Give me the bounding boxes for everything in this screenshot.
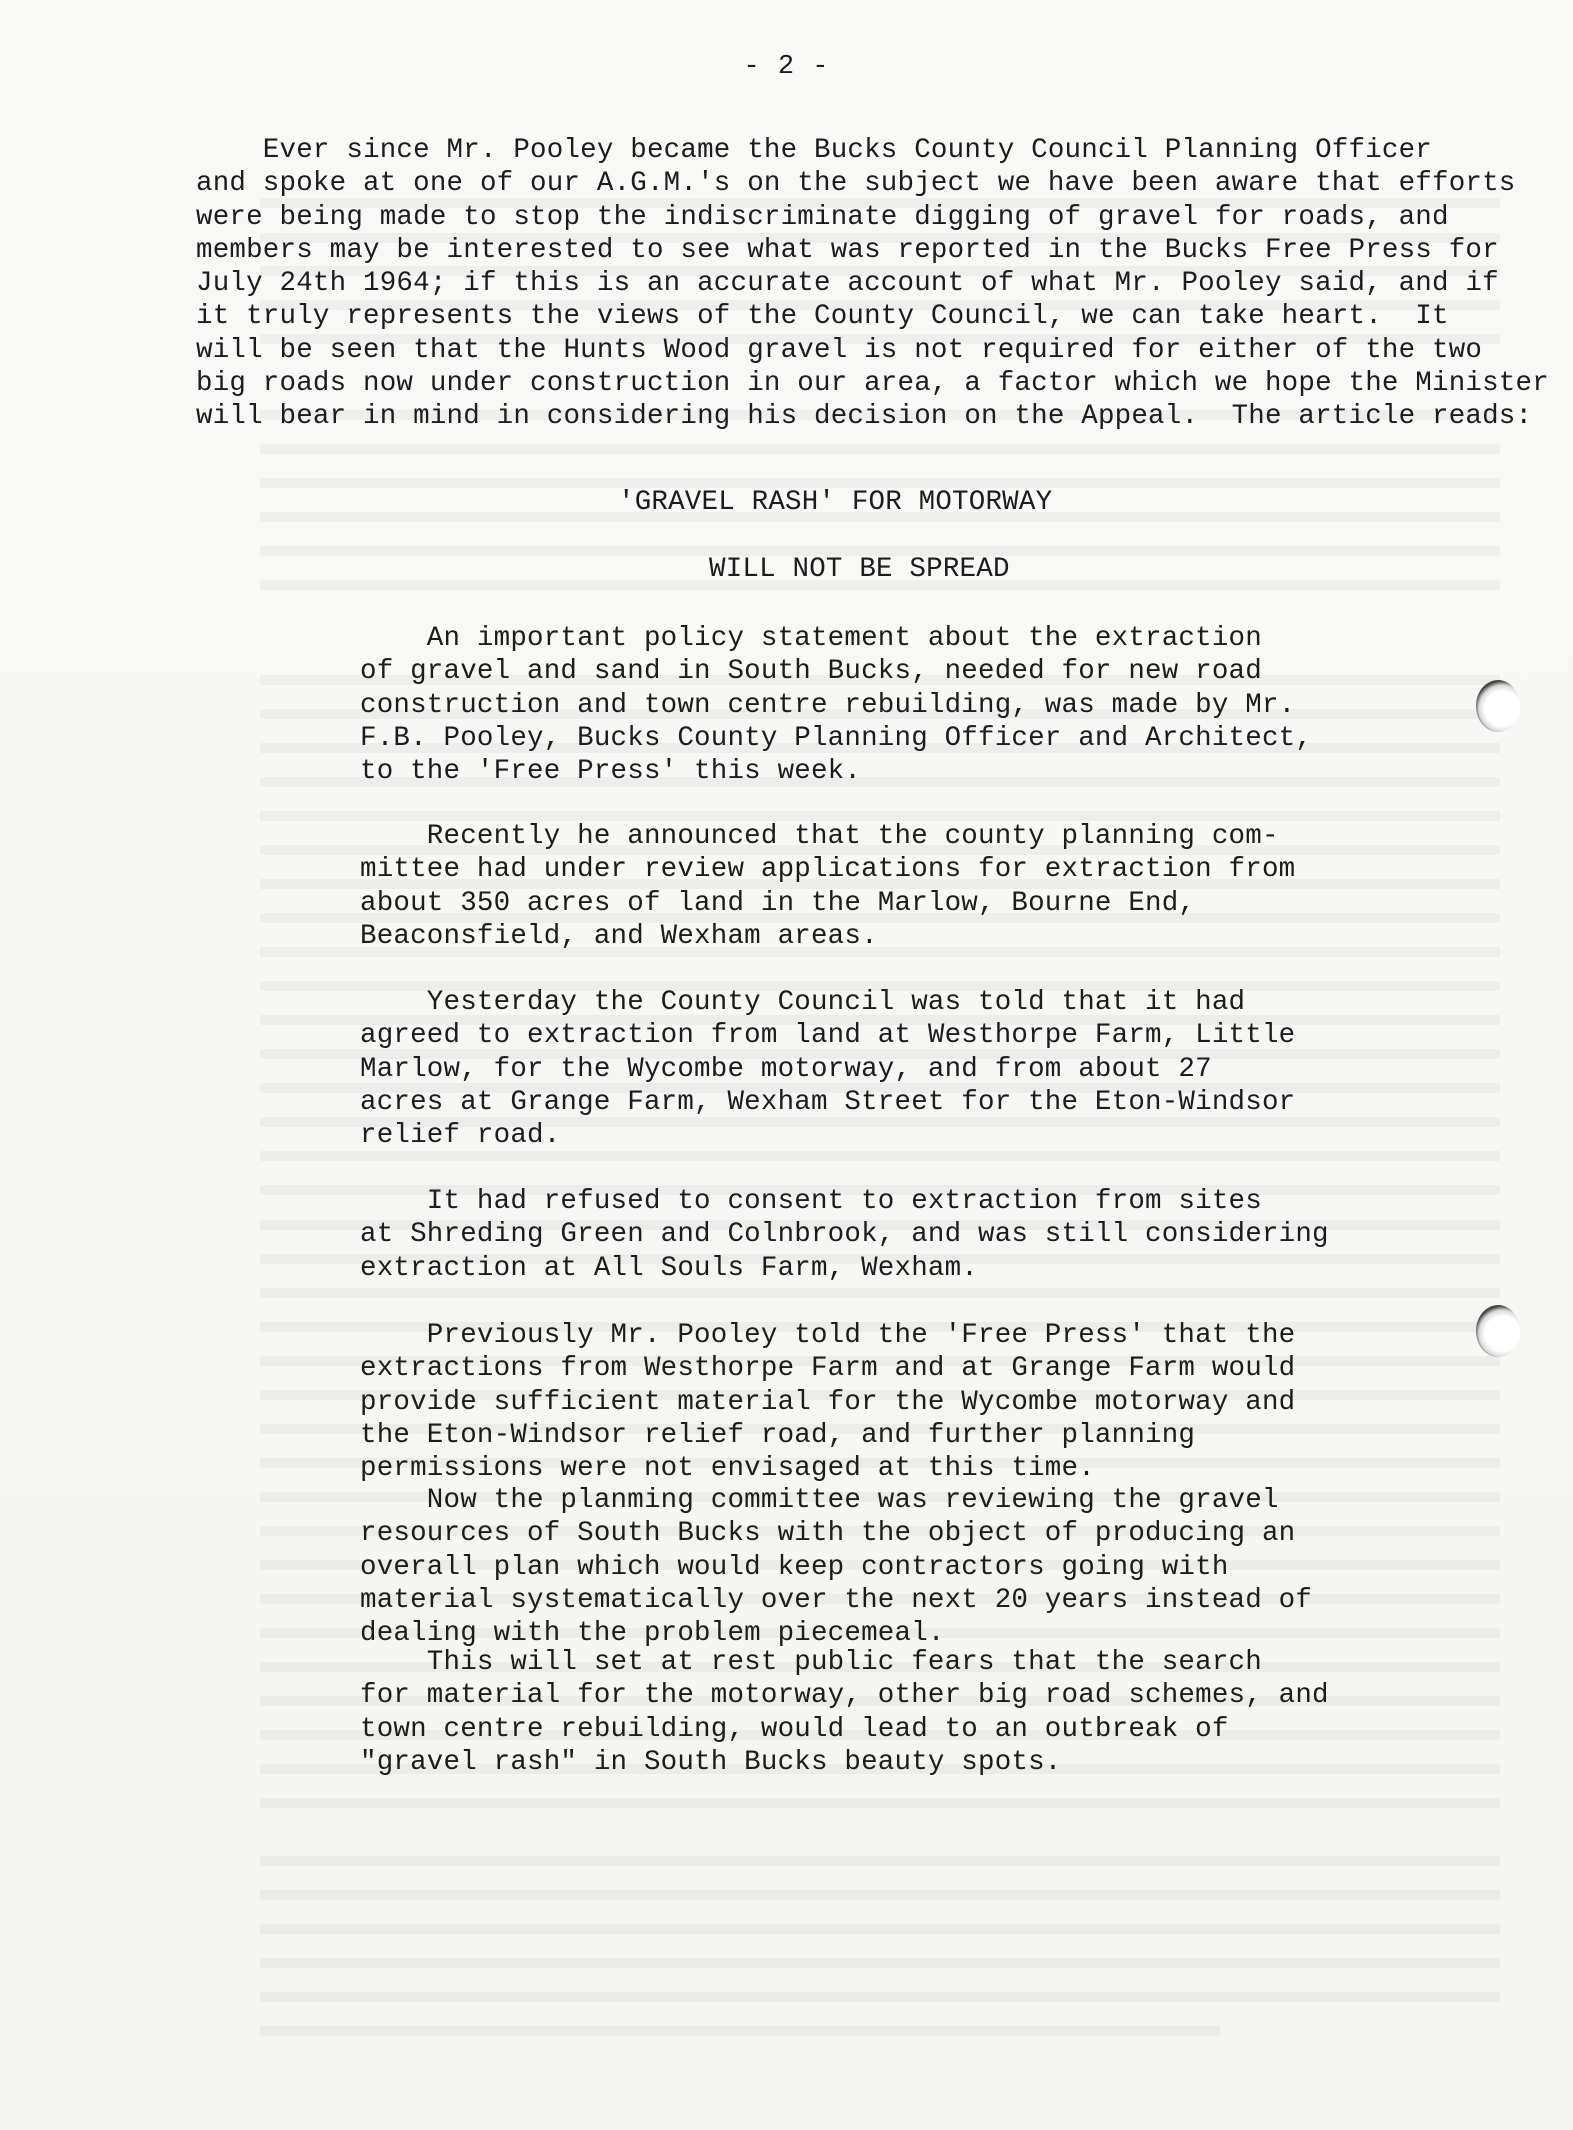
article-line: Now the planming committee was reviewing the gravel bbox=[360, 1485, 1279, 1516]
article-line: Recently he announced that the county planning com- bbox=[360, 821, 1279, 852]
intro-line: members may be interested to see what was reported in the Bucks Free Press for bbox=[196, 234, 1499, 266]
article-paragraph bbox=[360, 1319, 1295, 1485]
article-line: at Shreding Green and Colnbrook, and was still considering bbox=[360, 1219, 1329, 1251]
article-line: about 350 acres of land in the Marlow, Bourne End, bbox=[360, 887, 1196, 919]
article-line: An important policy statement about the extraction bbox=[360, 623, 1262, 654]
article-line: Previously Mr. Pooley told the 'Free Press' that the bbox=[360, 1320, 1296, 1351]
intro-line: and spoke at one of our A.G.M.'s on the subject we have been aware that efforts bbox=[196, 168, 1516, 200]
article-line: It had refused to consent to extraction from sites bbox=[360, 1186, 1262, 1217]
article-line: Yesterday the County Council was told that it had bbox=[360, 987, 1246, 1018]
article-line: "gravel rash" in South Bucks beauty spots. bbox=[360, 1746, 1062, 1778]
article-paragraph bbox=[360, 986, 1295, 1152]
article-line: mittee had under review applications for extraction from bbox=[360, 854, 1296, 886]
article-line: extractions from Westhorpe Farm and at Grange Farm would bbox=[360, 1353, 1296, 1385]
intro-line: were being made to stop the indiscriminate digging of gravel for roads, and bbox=[196, 201, 1449, 233]
article-line: construction and town centre rebuilding, was made by Mr. bbox=[360, 689, 1296, 721]
article-line: dealing with the problem piecemeal. bbox=[360, 1618, 945, 1650]
page-number: - 2 - bbox=[743, 52, 830, 82]
article-line: F.B. Pooley, Bucks County Planning Officer and Architect, bbox=[360, 722, 1313, 754]
article-line: resources of South Bucks with the object of producing an bbox=[360, 1518, 1296, 1550]
article-line: relief road. bbox=[360, 1120, 561, 1152]
article-line: acres at Grange Farm, Wexham Street for the Eton-Windsor bbox=[360, 1086, 1296, 1118]
article-line: provide sufficient material for the Wycombe motorway and bbox=[360, 1386, 1296, 1418]
intro-line: it truly represents the views of the County Council, we can take heart. It bbox=[196, 301, 1449, 333]
intro-line: Ever since Mr. Pooley became the Bucks County Council Planning Officer bbox=[196, 135, 1432, 166]
article-line: material systematically over the next 20 years instead of bbox=[360, 1584, 1313, 1616]
article-line: agreed to extraction from land at Westhorpe Farm, Little bbox=[360, 1020, 1296, 1052]
punch-hole-upper bbox=[1476, 680, 1520, 732]
article-line: to the 'Free Press' this week. bbox=[360, 756, 862, 788]
intro-line: will bear in mind in considering his decision on the Appeal. The article reads: bbox=[196, 401, 1533, 433]
article-paragraph bbox=[360, 1185, 1329, 1285]
article-headline-line-2: WILL NOT BE SPREAD bbox=[709, 554, 1010, 585]
article-line: Beaconsfield, and Wexham areas. bbox=[360, 920, 878, 952]
intro-paragraph bbox=[196, 134, 1549, 434]
intro-line: July 24th 1964; if this is an accurate account of what Mr. Pooley said, and if bbox=[196, 268, 1499, 300]
article-line: for material for the motorway, other big road schemes, and bbox=[360, 1680, 1329, 1712]
article-paragraph bbox=[360, 1484, 1312, 1650]
intro-line: big roads now under construction in our area, a factor which we hope the Minister bbox=[196, 368, 1549, 400]
article-line: extraction at All Souls Farm, Wexham. bbox=[360, 1252, 978, 1284]
article-line: town centre rebuilding, would lead to an outbreak of bbox=[360, 1713, 1229, 1745]
article-line: permissions were not envisaged at this time. bbox=[360, 1453, 1095, 1485]
article-paragraph bbox=[360, 1646, 1329, 1779]
punch-hole-lower bbox=[1476, 1305, 1520, 1357]
article-line: overall plan which would keep contractors going with bbox=[360, 1551, 1229, 1583]
intro-line: will be seen that the Hunts Wood gravel is not required for either of the two bbox=[196, 334, 1483, 366]
article-paragraph bbox=[360, 820, 1295, 953]
article-headline-line-1: 'GRAVEL RASH' FOR MOTORWAY bbox=[618, 487, 1053, 518]
article-line: the Eton-Windsor relief road, and further planning bbox=[360, 1419, 1196, 1451]
article-line: This will set at rest public fears that the search bbox=[360, 1647, 1262, 1678]
article-line: Marlow, for the Wycombe motorway, and from about 27 bbox=[360, 1053, 1212, 1085]
article-line: of gravel and sand in South Bucks, needed for new road bbox=[360, 656, 1262, 688]
article-paragraph bbox=[360, 622, 1312, 788]
